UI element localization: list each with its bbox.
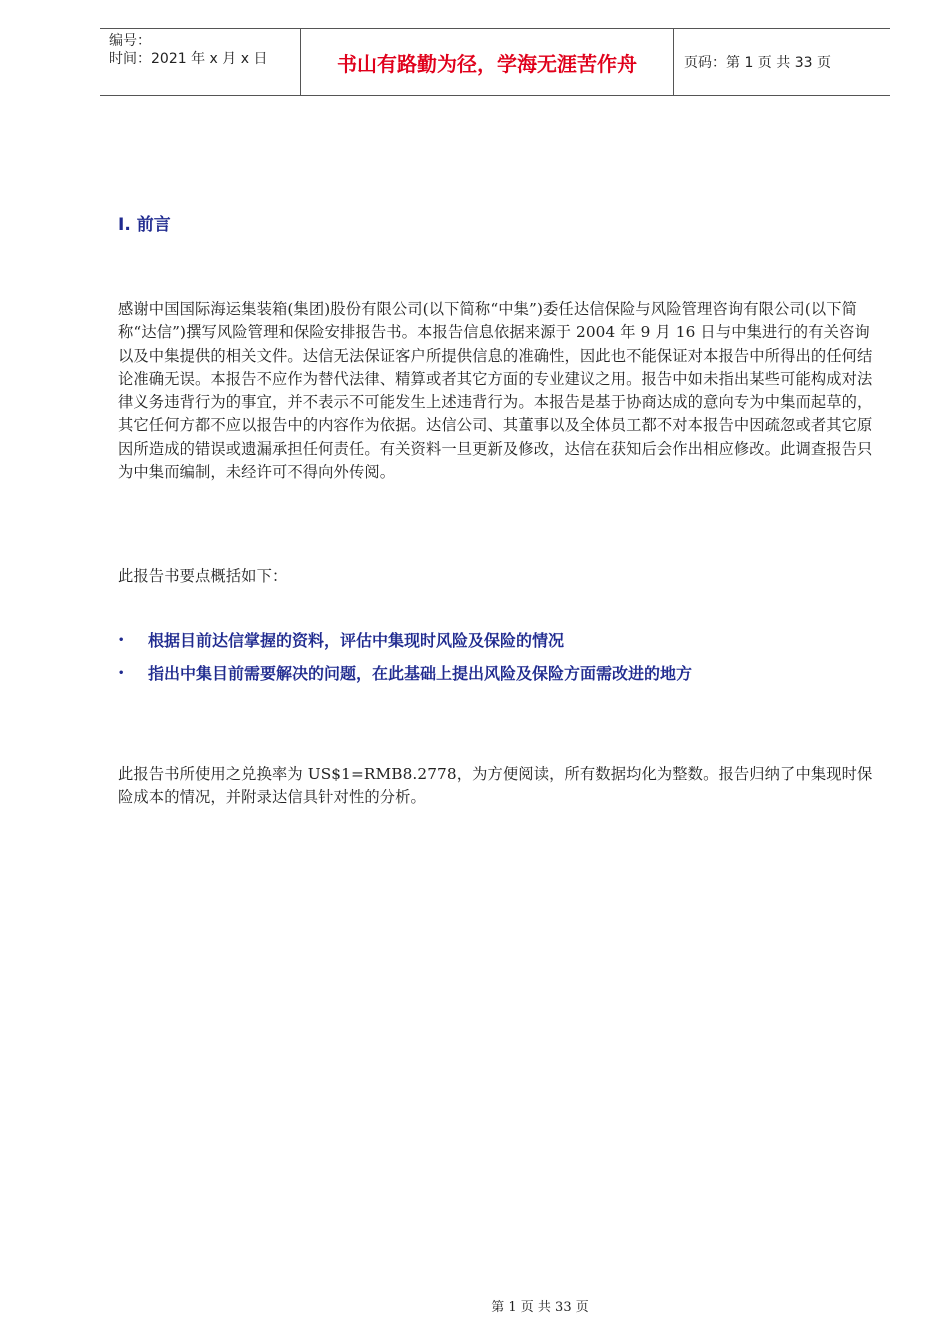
list-item-text: 指出中集目前需要解决的问题，在此基础上提出风险及保险方面需改进的地方	[148, 664, 693, 683]
page-footer: 第 1 页 共 33 页	[491, 1300, 589, 1315]
exchange-rate-paragraph: 此报告书所使用之兑换率为 US$1=RMB8.2778，为方便阅读，所有数据均化为整数。报告归纳了中集现时保险成本的情况，并附录达信具针对性的分析。	[118, 765, 873, 807]
header-meta	[100, 29, 301, 95]
document-number-label: 编号：	[109, 33, 151, 49]
intro-paragraph: 感谢中国国际海运集装箱(集团)股份有限公司(以下简称“中集”)委任达信保险与风险管理咨询有限公司(以下简称“达信”)撰写风险管理和保险安排报告书。本报告信息依据来源于 2004 年 9 月 16 日与中集进行的有关咨询以及中集提供的相关文件。达信无法保证客户所提供信息的准确性，因此也不能保证对本报告中所得出的任何结论准确无误。本报告不应作为替代法律、精算或者其它方面的专业建议之用。报告中如未指出某些可能构成对法律义务违背行为的事宜，并不表示不可能发生上述违背行为。本报告是基于协商达成的意向专为中集而起草的，其它任何方都不应以报告中的内容作为依据。达信公司、其董事以及全体员工都不对本报告中因疏忽或者其它原因所造成的错误或遗漏承担任何责任。有关资料一旦更新及修改，达信在获知后会作出相应修改。此调查报告只为中集而编制，未经许可不得向外传阅。	[118, 300, 873, 482]
section-title: I. 前言	[118, 215, 171, 235]
list-item	[118, 627, 898, 660]
page-header	[100, 28, 890, 96]
bullet-icon: •	[118, 635, 125, 646]
list-item	[118, 660, 898, 693]
header-motto: 书山有路勤为径，学海无涯苦作舟	[301, 29, 674, 95]
key-points-list	[118, 627, 898, 693]
summary-lead-paragraph: 此报告书要点概括如下：	[118, 567, 288, 585]
document-date: 时间：2021 年 x 月 x 日	[109, 51, 268, 67]
header-page-info: 页码：第 1 页 共 33 页	[684, 55, 831, 71]
bullet-icon: •	[118, 668, 125, 679]
list-item-text: 根据目前达信掌握的资料，评估中集现时风险及保险的情况	[148, 631, 565, 650]
